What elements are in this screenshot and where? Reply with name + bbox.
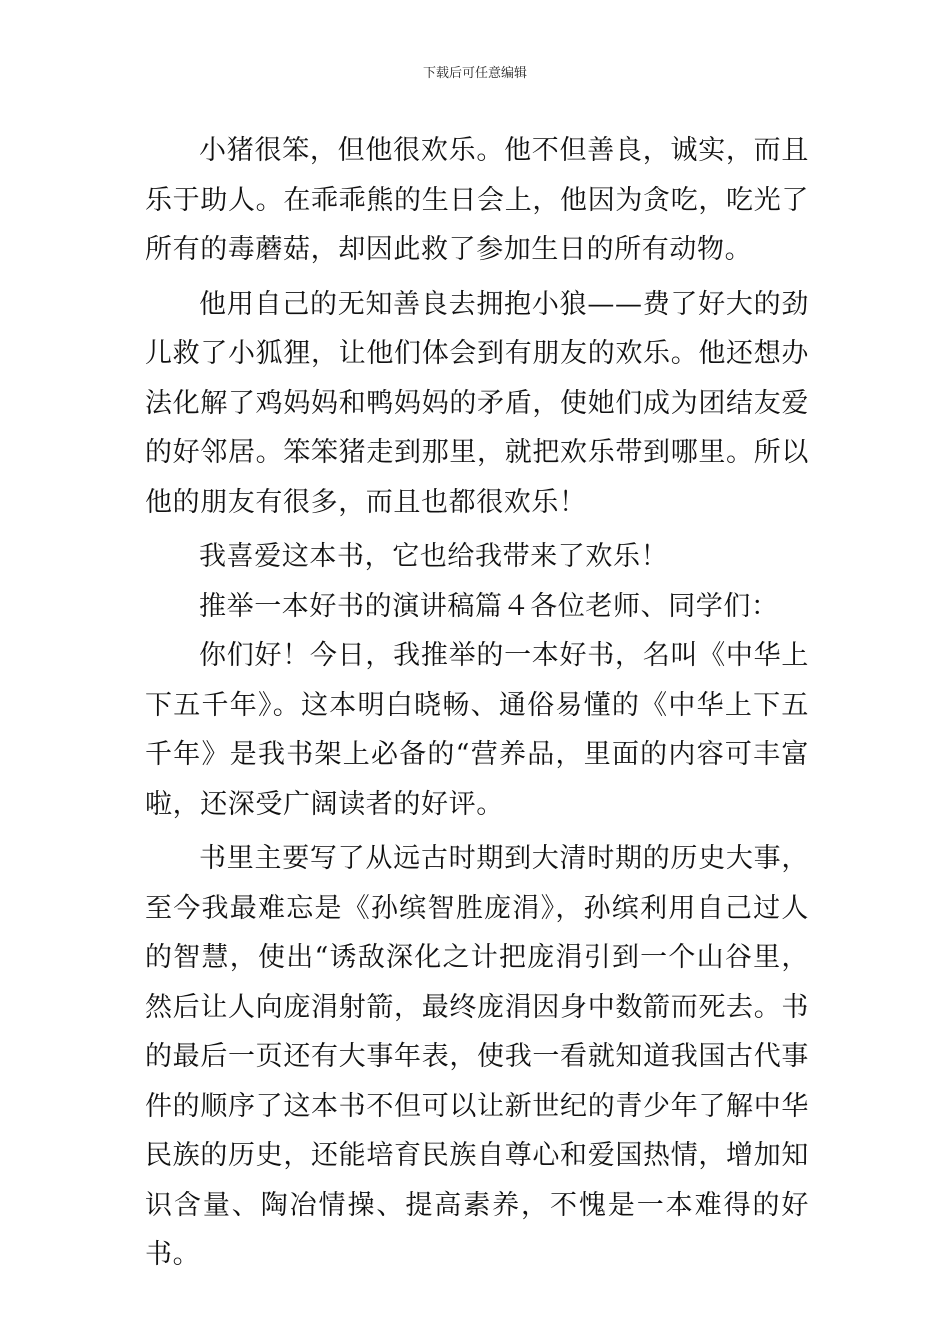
document-body bbox=[145, 126, 809, 1280]
paragraph: 你们好！今日，我推举的一本好书，名叫《中华上下五千年》。这本明白晓畅、通俗易懂的《中华上下五千年》是我书架上必备的“营养品，里面的内容可丰富啦，还深受广阔读者的好评。 bbox=[145, 640, 809, 820]
paragraph: 小猪很笨，但他很欢乐。他不但善良，诚实，而且乐于助人。在乖乖熊的生日会上，他因为贪吃，吃光了所有的毒蘑菇，却因此救了参加生日的所有动物。 bbox=[145, 135, 809, 265]
paragraph: 书里主要写了从远古时期到大清时期的历史大事，至今我最难忘是《孙缤智胜庞涓》，孙缤利用自己过人的智慧，使出“诱敌深化之计把庞涓引到一个山谷里，然后让人向庞涓射箭，最终庞涓因身中数箭而死去。书的最后一页还有大事年表，使我一看就知道我国古代事件的顺序了这本书不但可以让新世纪的青少年了解中华民族的历史，还能培育民族自尊心和爱国热情，增加知识含量、陶冶情操、提高素养，不愧是一本难得的好书。 bbox=[145, 843, 809, 1270]
header-note: 下载后可任意编辑 bbox=[422, 66, 527, 81]
paragraph: 我喜爱这本书，它也给我带来了欢乐！ bbox=[199, 541, 669, 572]
paragraph: 他用自己的无知善良去拥抱小狼——费了好大的劲儿救了小狐狸，让他们体会到有朋友的欢乐。他还想办法化解了鸡妈妈和鸭妈妈的矛盾，使她们成为团结友爱的好邻居。笨笨猪走到那里，就把欢乐带到哪里。所以他的朋友有很多，而且也都很欢乐！ bbox=[145, 288, 809, 518]
paragraph: 推举一本好书的演讲稿篇４各位老师、同学们： bbox=[199, 590, 779, 622]
